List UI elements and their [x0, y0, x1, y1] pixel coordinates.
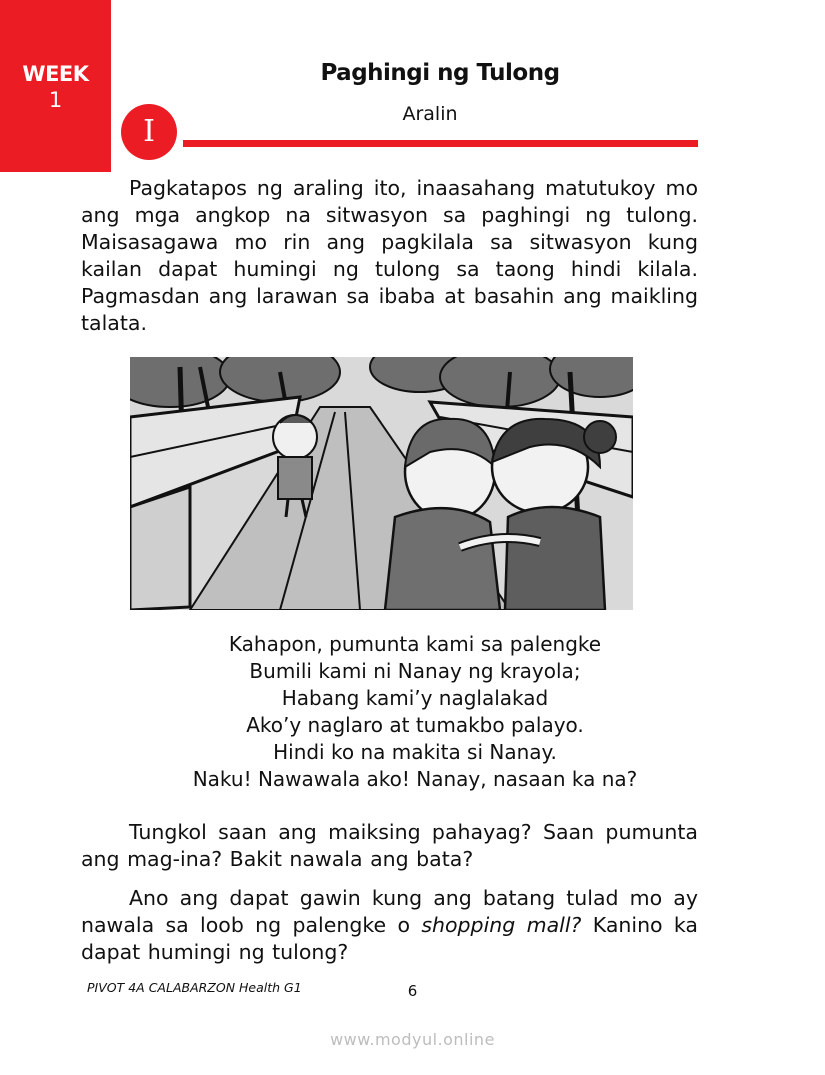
- questions-paragraph: Tungkol saan ang maiksing pahayag? Saan pumunta ang mag-ina? Bakit nawala ang bata?: [81, 820, 698, 871]
- page-number: 6: [407, 982, 418, 1000]
- poem-line: Hindi ko na makita si Nanay.: [273, 740, 557, 764]
- footer-source: PIVOT 4A CALABARZON Health G1: [87, 980, 302, 995]
- section-badge: I: [121, 104, 177, 160]
- page-title: Paghingi ng Tulong: [320, 60, 560, 86]
- week-label: WEEK: [22, 62, 89, 86]
- poem-line: Habang kami’y naglalakad: [281, 686, 549, 710]
- week-badge: [0, 0, 111, 172]
- watermark: www.modyul.online: [330, 1030, 495, 1049]
- questions-paragraph-2: [81, 885, 698, 966]
- week-number: 1: [48, 88, 63, 112]
- poem: [130, 631, 700, 793]
- poem-line: Bumili kami ni Nanay ng krayola;: [249, 659, 581, 683]
- question-italic: shopping mall?: [421, 913, 582, 937]
- illustration: [130, 357, 633, 610]
- question-text: Ano ang dapat gawin kung ang batang tulad mo ay nawala sa loob ng palengke o: [81, 886, 698, 937]
- intro-paragraph: Pagkatapos ng araling ito, inaasahang matutukoy mo ang mga angkop na sitwasyon sa paghingi ng tulong. Maisasagawa mo rin ang pagkilala sa sitwasyon kung kailan dapat humingi ng tulong sa taong hindi kilala. Pagmasdan ang larawan sa ibaba at basahin ang maikling talata.: [81, 176, 698, 335]
- question-text-end: Kanino ka dapat humingi ng tulong?: [81, 913, 698, 964]
- poem-line: Ako’y naglaro at tumakbo palayo.: [246, 713, 584, 737]
- divider: [183, 140, 698, 147]
- poem-line: Kahapon, pumunta kami sa palengke: [228, 632, 602, 656]
- poem-line: Naku! Nawawala ako! Nanay, nasaan ka na?: [192, 767, 638, 791]
- section-subtitle: Aralin: [402, 103, 458, 125]
